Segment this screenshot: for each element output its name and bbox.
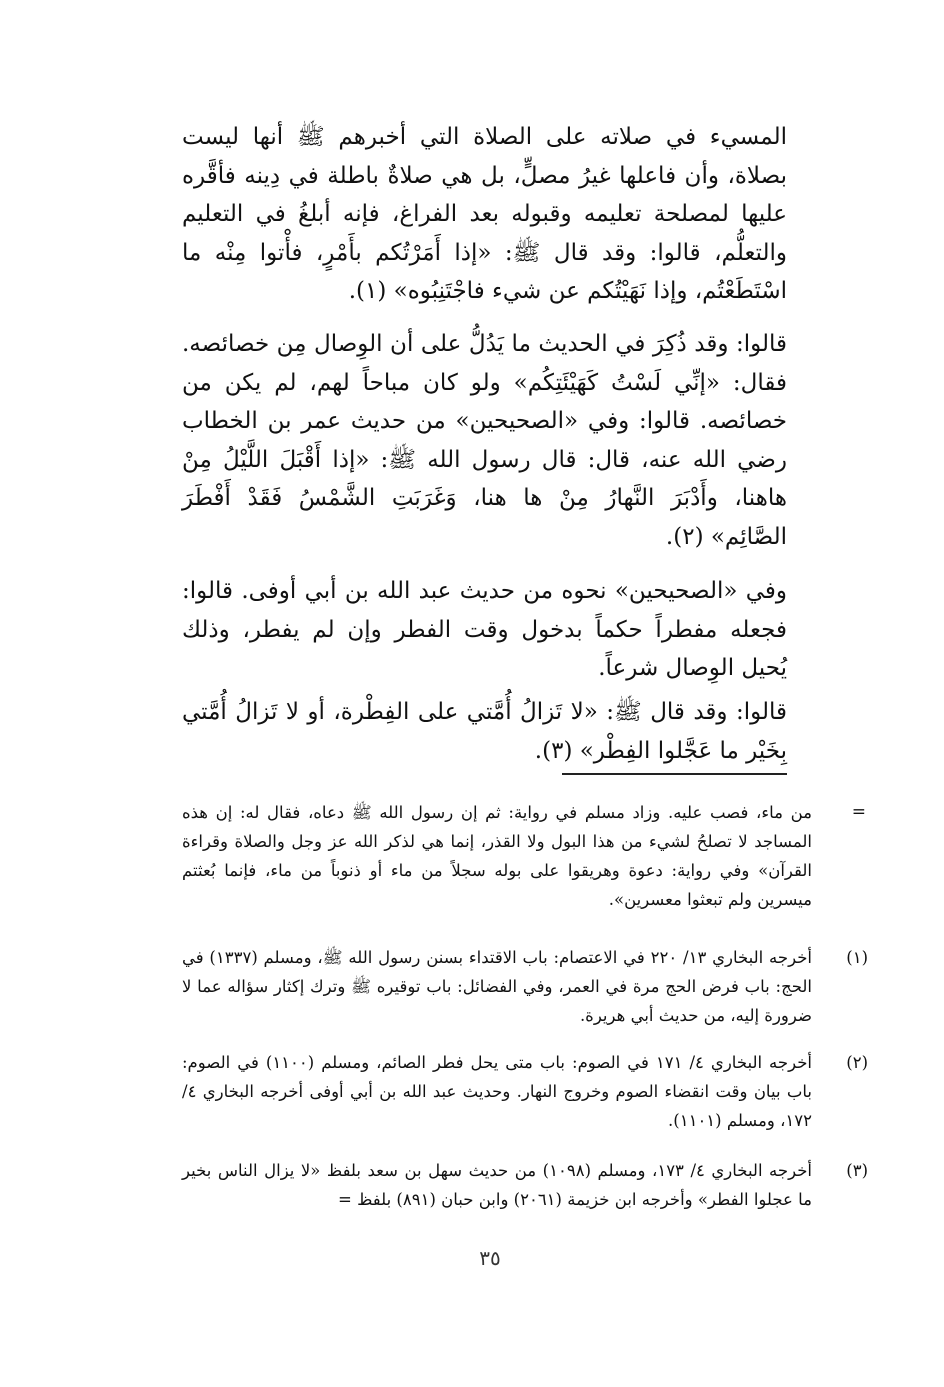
footnote-2 (182, 1048, 868, 1135)
body-paragraph-2: قالوا: وقد ذُكِرَ في الحديث ما يَدُلُّ على أن الوِصال مِن خصائصه. فقال: «إنِّي لَسْتُ كَهَيْئَتِكُم» ولو كان مباحاً لهم، لم يكن من خصائصه. قالوا: وفي «الصحيحين» من حديث عمر بن الخطاب رضي الله عنه، قال: قال رسول الله ﷺ: «إذا أَقْبَلَ اللَّيْلُ مِنْ هاهنا، وأَدْبَرَ النَّهارُ مِنْ ها هنا، وَغَرَبَتِ الشَّمْسُ فَقَدْ أَفْطَرَ الصَّائِم» (٢). (182, 331, 787, 550)
footnote-text: أخرجه البخاري ٤/ ١٧٣، ومسلم (١٠٩٨) من حديث سهل بن سعد بلفظ «لا يزال الناس بخير ما عجلوا الفطر» وأخرجه ابن خزيمة (٢٠٦١) وابن حبان (٨٩١) بلفظ = (182, 1161, 812, 1209)
footnote-continuation: من ماء، فصب عليه. وزاد مسلم في رواية: ثم إن رسول الله ﷺ دعاه، فقال له: إن هذه المساجد لا تصلحُ لشيء من هذا البول ولا القذر، إنما هي لذكر الله عز وجل والصلاة وقراءة القرآن» وفي رواية: دعوة وهريقوا على بوله سجلاً من ماء أو ذنوباً من ماء، فإنما بُعثتم ميسرين ولم تبعثوا معسرين». (182, 803, 812, 909)
page-number: ٣٥ (479, 1246, 501, 1270)
footnote-text: أخرجه البخاري ٤/ ١٧١ في الصوم: باب متى يحل فطر الصائم، ومسلم (١١٠٠) في الصوم: باب بيان وقت انقضاء الصوم وخروج النهار. وحديث عبد الله بن أبي أوفى أخرجه البخاري ٤/ ١٧٢، ومسلم (١١٠١). (182, 1053, 812, 1130)
footnote-number: (١) (846, 948, 868, 967)
footnote-number: (٢) (846, 1053, 868, 1072)
footnote-3 (182, 1156, 868, 1214)
footnote-continuation-marker: = (851, 802, 866, 822)
footnote-1 (182, 943, 868, 1030)
body-paragraph-3: وفي «الصحيحين» نحوه من حديث عبد الله بن أبي أوفى. قالوا: فجعله مفطراً حكماً بدخول وقت الفطر وإن لم يفطر، وذلك يُحيل الوِصال شرعاً. (182, 578, 787, 681)
footnote-number: (٣) (846, 1161, 868, 1180)
footnote-separator (562, 773, 787, 775)
body-paragraph-4: قالوا: وقد قال ﷺ: «لا تَزالُ أُمَّتي على الفِطْرة، أو لا تَزالُ أُمَّتي بِخَيْر ما عَجَّلوا الفِطْر» (٣). (182, 699, 787, 764)
footnote-text: أخرجه البخاري ١٣/ ٢٢٠ في الاعتصام: باب الاقتداء بسنن رسول الله ﷺ، ومسلم (١٣٣٧) في الحج: باب فرض الحج مرة في العمر، وفي الفضائل: باب توقيره ﷺ وترك إكثار سؤاله عما لا ضرورة إليه، من حديث أبي هريرة. (182, 948, 812, 1025)
body-paragraph-1: المسيء في صلاته على الصلاة التي أخبرهم ﷺ أنها ليست بصلاة، وأن فاعلها غيرُ مصلٍّ، بل هي صلاةٌ باطلة في دِينه فأقَّره عليها لمصلحة تعليمه وقبوله بعد الفراغ، فإنه أبلغُ في التعليم والتعلُّم، قالوا: وقد قال ﷺ: «إذا أَمَرْتُكم بأَمْرٍ، فأْتوا مِنْه ما اسْتَطَعْتُم، وإذا نَهَيْتُكم عن شيء فاجْتَنِبُوه» (١). (182, 124, 787, 304)
